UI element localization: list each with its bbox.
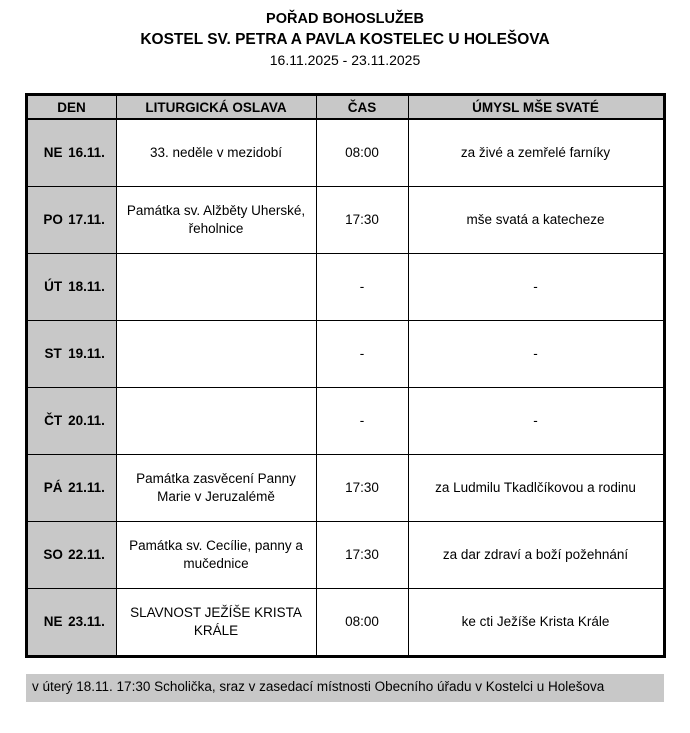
- celebration-cell: Památka zasvěcení Panny Marie v Jeruzalémě: [116, 455, 316, 522]
- column-header-time: ČAS: [316, 95, 408, 120]
- intention-cell: za Ludmilu Tkadlčíkovou a rodinu: [408, 455, 664, 522]
- table-row: [26, 254, 664, 321]
- table-row: [26, 589, 664, 657]
- church-name: KOSTEL SV. PETRA A PAVLA KOSTELEC U HOLEŠOVA: [140, 31, 550, 48]
- intention-cell: ke cti Ježíše Krista Krále: [408, 589, 664, 657]
- document-header: [0, 0, 690, 70]
- table-row: [26, 455, 664, 522]
- day-date: 19.11.: [68, 346, 105, 362]
- footer-note: v úterý 18.11. 17:30 Scholička, sraz v zasedací místnosti Obecního úřadu v Kostelci u Holešova: [26, 674, 664, 702]
- table-row: [26, 119, 664, 187]
- day-cell: [26, 119, 116, 187]
- table-header-row: [26, 95, 664, 120]
- table-row: [26, 321, 664, 388]
- celebration-cell: SLAVNOST JEŽÍŠE KRISTA KRÁLE: [116, 589, 316, 657]
- time-cell: 17:30: [316, 455, 408, 522]
- day-date: 17.11.: [68, 212, 105, 228]
- day-date: 18.11.: [68, 279, 105, 295]
- day-cell: [26, 321, 116, 388]
- day-abbr: PO: [43, 212, 63, 228]
- intention-cell: -: [408, 388, 664, 455]
- day-date: 21.11.: [68, 480, 105, 496]
- time-cell: -: [316, 254, 408, 321]
- day-date: 23.11.: [68, 614, 105, 630]
- day-abbr: PÁ: [43, 480, 63, 496]
- intention-cell: za živé a zemřelé farníky: [408, 119, 664, 187]
- day-cell: [26, 388, 116, 455]
- day-date: 20.11.: [68, 413, 105, 429]
- schedule-table: [25, 93, 666, 658]
- day-abbr: SO: [43, 547, 63, 563]
- day-abbr: NE: [43, 145, 63, 161]
- day-cell: [26, 522, 116, 589]
- table-row: [26, 388, 664, 455]
- table-row: [26, 187, 664, 254]
- day-date: 22.11.: [68, 547, 105, 563]
- day-abbr: ČT: [44, 413, 63, 429]
- intention-cell: mše svatá a katecheze: [408, 187, 664, 254]
- intention-cell: -: [408, 254, 664, 321]
- page-title: POŘAD BOHOSLUŽEB: [266, 11, 424, 27]
- day-cell: [26, 589, 116, 657]
- celebration-cell: 33. neděle v mezidobí: [116, 119, 316, 187]
- time-cell: -: [316, 321, 408, 388]
- time-cell: 08:00: [316, 119, 408, 187]
- day-abbr: ÚT: [44, 279, 63, 295]
- time-cell: 17:30: [316, 187, 408, 254]
- celebration-cell: Památka sv. Alžběty Uherské, řeholnice: [116, 187, 316, 254]
- celebration-cell: [116, 321, 316, 388]
- table-row: [26, 522, 664, 589]
- day-abbr: ST: [44, 346, 62, 362]
- day-abbr: NE: [43, 614, 63, 630]
- date-range: 16.11.2025 - 23.11.2025: [269, 52, 421, 68]
- column-header-celebration: LITURGICKÁ OSLAVA: [116, 95, 316, 120]
- celebration-cell: [116, 254, 316, 321]
- day-cell: [26, 455, 116, 522]
- intention-cell: -: [408, 321, 664, 388]
- day-cell: [26, 254, 116, 321]
- intention-cell: za dar zdraví a boží požehnání: [408, 522, 664, 589]
- time-cell: 17:30: [316, 522, 408, 589]
- time-cell: -: [316, 388, 408, 455]
- day-cell: [26, 187, 116, 254]
- time-cell: 08:00: [316, 589, 408, 657]
- column-header-intention: ÚMYSL MŠE SVATÉ: [408, 95, 664, 120]
- celebration-cell: [116, 388, 316, 455]
- day-date: 16.11.: [68, 145, 105, 161]
- celebration-cell: Památka sv. Cecílie, panny a mučednice: [116, 522, 316, 589]
- column-header-day: DEN: [26, 95, 116, 120]
